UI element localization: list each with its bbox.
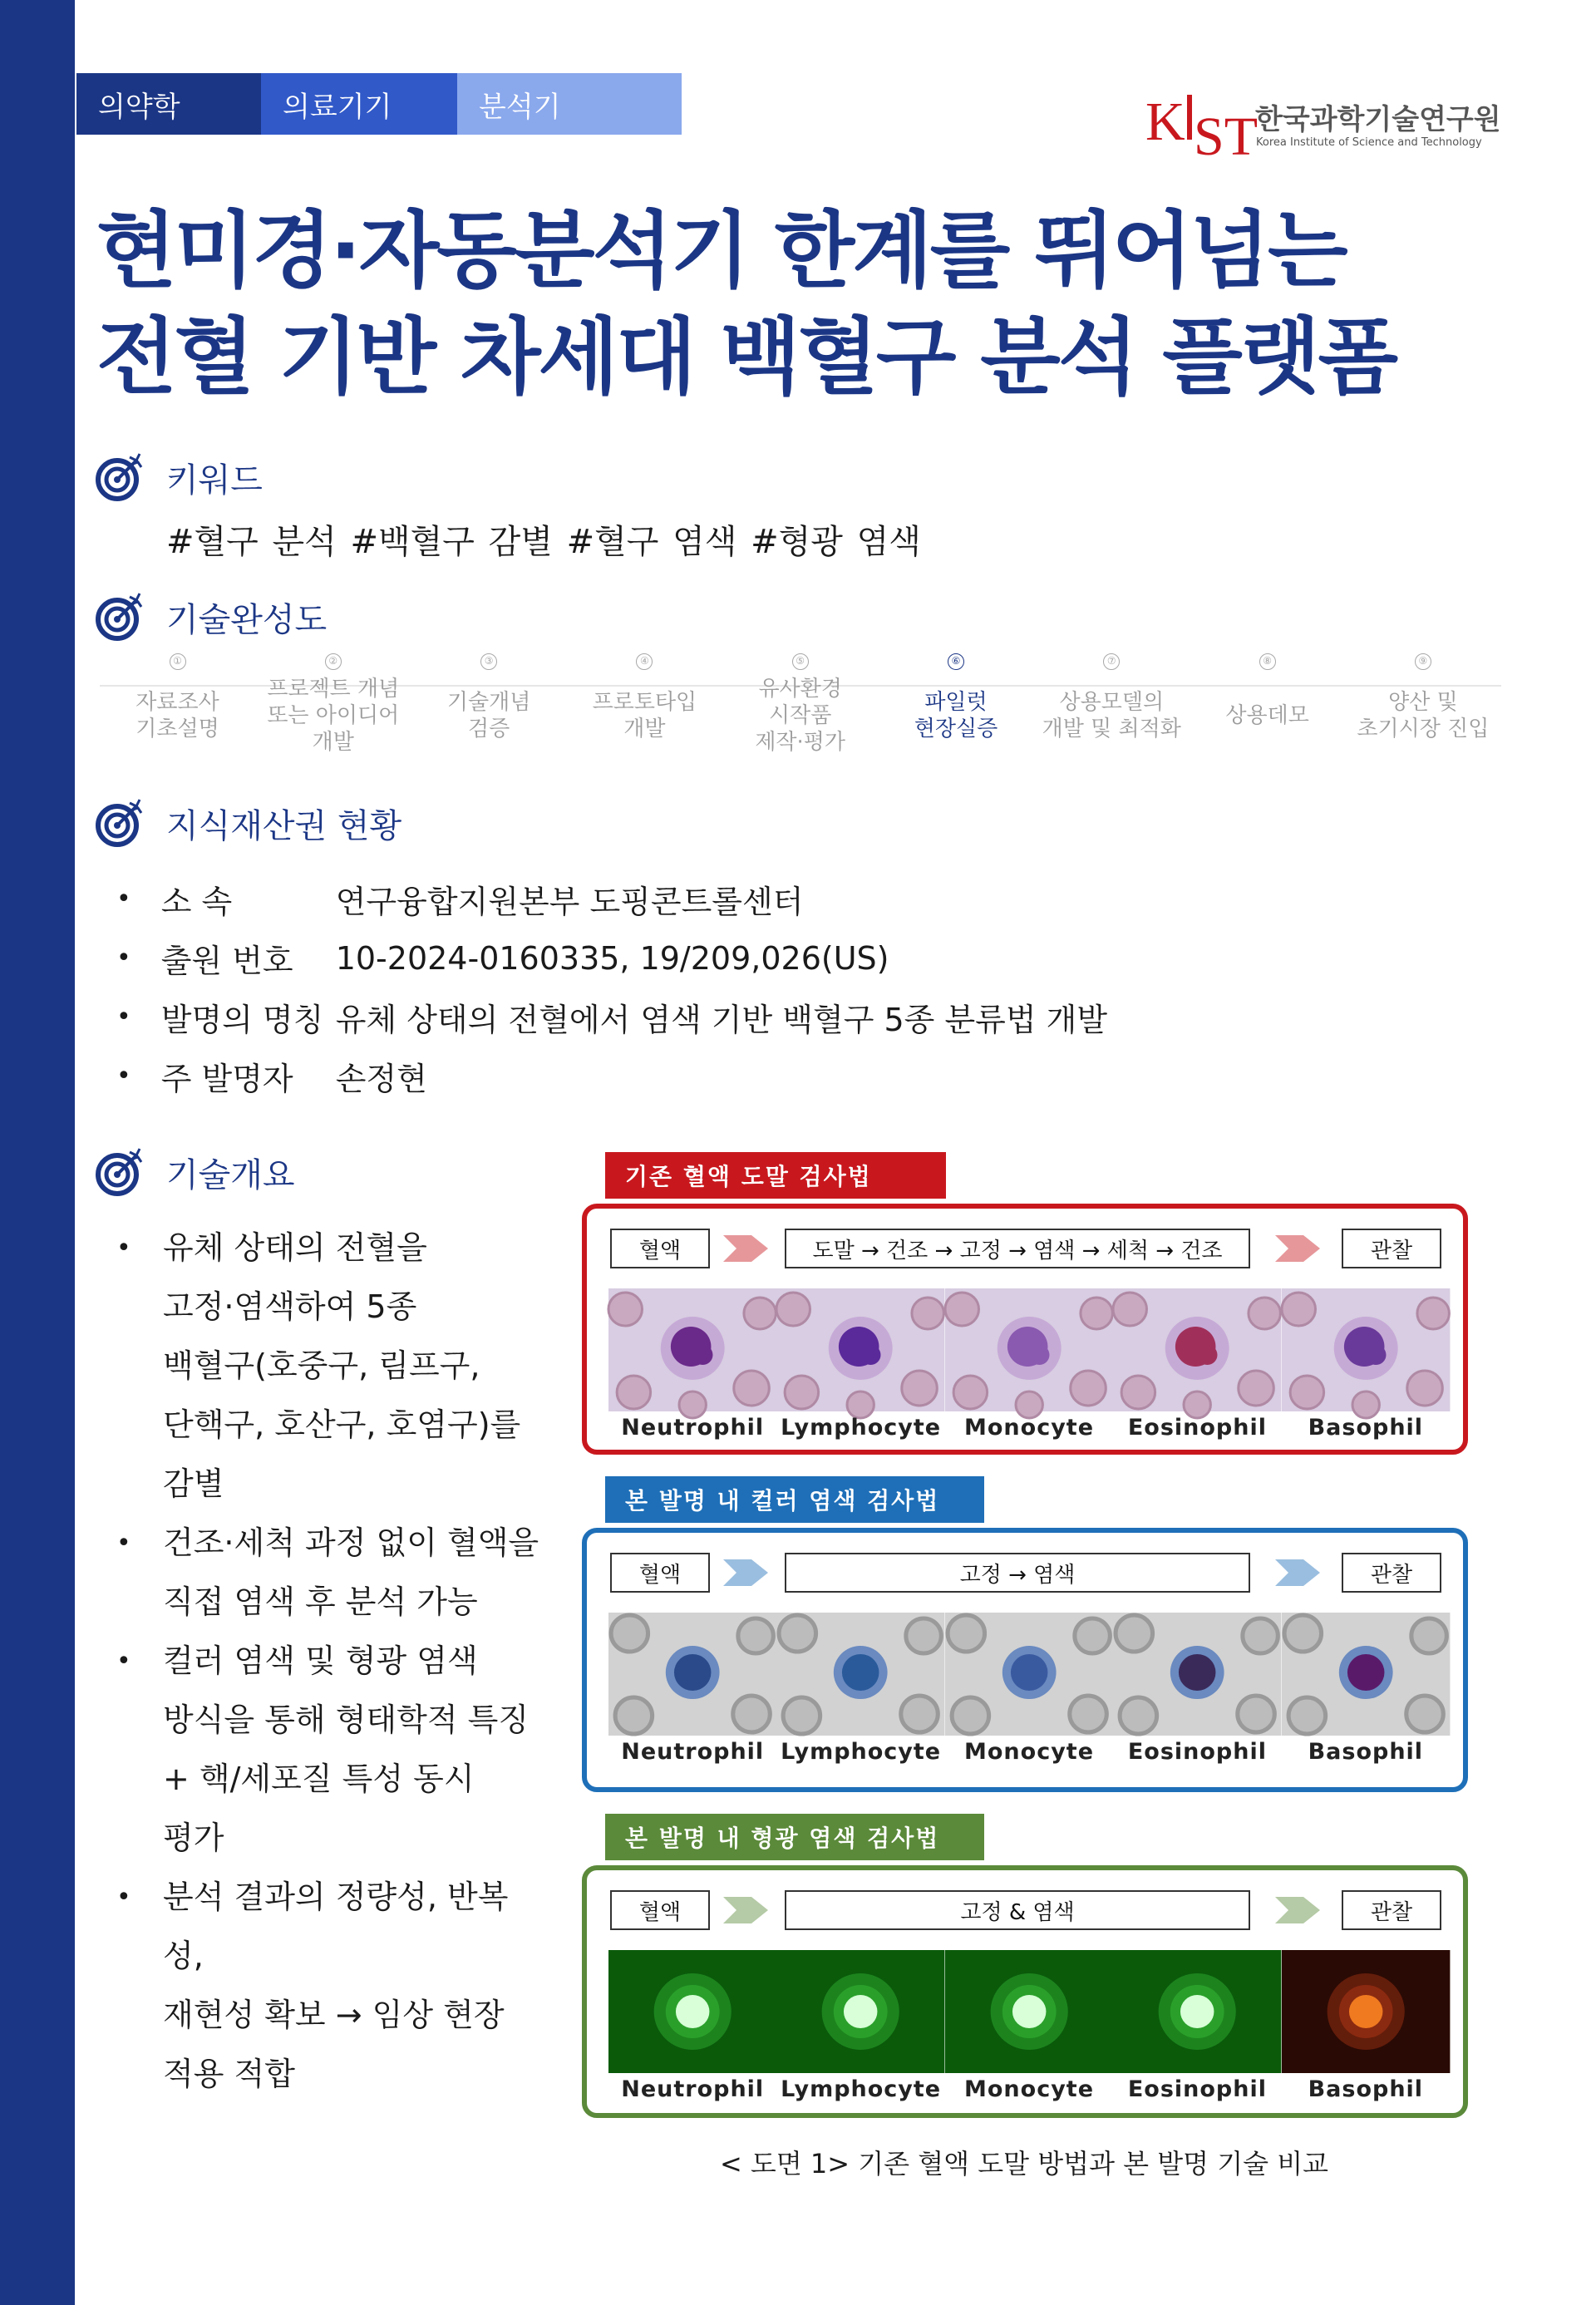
overview-text: 건조·세척 과정 없이 혈액을 직접 염색 후 분석 가능 [163, 1524, 539, 1620]
cell-image [776, 1288, 944, 1411]
cell-label: Monocyte [964, 2076, 1095, 2102]
trl-step-number: ⑤ [792, 653, 809, 670]
logo-subtitle: Korea Institute of Science and Technology [1256, 136, 1482, 149]
section-ip [95, 798, 401, 848]
trl-step-number: ① [170, 653, 186, 670]
overview-text: 분석 결과의 정량성, 반복성, 재현성 확보 → 임상 현장 적용 적합 [163, 1879, 509, 2092]
flow-input: 혈액 [610, 1229, 710, 1268]
cell-image [1282, 1288, 1450, 1411]
trl-step-number: ⑥ [948, 653, 964, 670]
panel-tag: 본 발명 내 형광 염색 검사법 [605, 1814, 984, 1860]
bullet: • [116, 943, 131, 973]
ip-key: 출원 번호 [160, 943, 293, 979]
bullet: • [116, 1061, 131, 1091]
panel-tag: 본 발명 내 컬러 염색 검사법 [605, 1476, 984, 1523]
ip-row [116, 988, 1107, 1047]
flow-process: 고정 & 염색 [785, 1890, 1250, 1930]
cell-image [945, 1613, 1113, 1736]
title-line-2: 전혈 기반 차세대 백혈구 분석 플랫폼 [96, 308, 1396, 406]
panel-box [582, 1865, 1468, 2118]
target-icon [95, 798, 145, 848]
arrow-icon [723, 1556, 771, 1589]
flow-process: 도말 → 건조 → 고정 → 염색 → 세척 → 건조 [785, 1229, 1250, 1268]
cell-label: Eosinophil [1127, 1415, 1267, 1441]
logo-name: 한국과학기술연구원 [1255, 103, 1501, 136]
trl-step [879, 653, 1034, 761]
process-flow [610, 1553, 1441, 1594]
cell-image [1282, 1950, 1450, 2073]
logo-mark-st: ST [1194, 106, 1259, 167]
kist-logo-mark [1145, 81, 1259, 167]
tab-medical-devices[interactable]: 의료기기 [261, 73, 457, 135]
cell-label: Eosinophil [1127, 1739, 1267, 1765]
arrow-icon [723, 1232, 771, 1265]
trl-step-label: 프로토타입 개발 [592, 690, 697, 741]
cell-image [608, 1288, 776, 1411]
panel-tag: 기존 혈액 도말 검사법 [605, 1152, 946, 1199]
bullet: • [116, 1883, 131, 1912]
overview-item [116, 1868, 549, 2104]
target-icon [95, 1147, 145, 1197]
cell-label: Basophil [1308, 1415, 1424, 1441]
cell-label: Basophil [1308, 2076, 1424, 2102]
keyword-list: #혈구 분석 #백혈구 감별 #혈구 염색 #형광 염색 [166, 523, 921, 561]
flow-output: 관찰 [1342, 1890, 1441, 1930]
trl-step-label: 유사환경 시작품 제작·평가 [755, 677, 846, 755]
tab-analyzers[interactable]: 분석기 [457, 73, 682, 135]
ip-list [116, 869, 1107, 1106]
trl-step [722, 653, 878, 761]
trl-step-label: 프로젝트 개념 또는 아이디어 개발 [267, 677, 400, 755]
cell-label: Eosinophil [1127, 2076, 1267, 2102]
trl-step-number: ⑧ [1259, 653, 1276, 670]
overview-list [116, 1219, 549, 2104]
cell-images [608, 1288, 1450, 1411]
trl-step [100, 653, 255, 761]
section-overview [95, 1147, 295, 1197]
cell-labels [608, 1739, 1450, 1765]
trl-step-number: ③ [480, 653, 497, 670]
figure-caption: < 도면 1> 기존 혈액 도말 방법과 본 발명 기술 비교 [719, 2148, 1329, 2179]
cell-image [776, 1950, 944, 2073]
cell-image [1113, 1950, 1281, 2073]
trl-step [1345, 653, 1500, 761]
cell-label: Monocyte [964, 1415, 1095, 1441]
section-overview-title: 기술개요 [166, 1155, 295, 1194]
cell-image [1113, 1288, 1281, 1411]
overview-item [116, 1632, 549, 1868]
ip-value: 연구융합지원본부 도핑콘트롤센터 [335, 884, 804, 920]
overview-text: 컬러 염색 및 형광 염색 방식을 통해 형태학적 특징 + 핵/세포질 특성 동시 평가 [163, 1643, 530, 1856]
trl-step [411, 653, 567, 761]
flow-input: 혈액 [610, 1890, 710, 1930]
trl-step-label: 기술개념 검증 [446, 690, 531, 741]
ip-key: 소 속 [160, 884, 233, 920]
ip-row [116, 928, 1107, 988]
process-flow [610, 1890, 1441, 1932]
trl-step-label: 양산 및 초기시장 진입 [1357, 690, 1490, 741]
title-line-1: 현미경·자동분석기 한계를 뛰어넘는 [96, 202, 1346, 299]
overview-text: 유체 상태의 전혈을 고정·염색하여 5종 백혈구(호중구, 림프구, 단핵구, 호산구, 호염구)를 감별 [163, 1229, 521, 1502]
bullet: • [116, 1529, 131, 1558]
cell-image [945, 1288, 1113, 1411]
target-icon [95, 592, 145, 642]
trl-step-number: ② [325, 653, 342, 670]
trl-step-label: 자료조사 기초설명 [135, 690, 219, 741]
panel-box [582, 1204, 1468, 1455]
overview-item [116, 1219, 549, 1514]
cell-image [1282, 1613, 1450, 1736]
bullet: • [116, 1647, 131, 1676]
bullet: • [116, 1002, 131, 1032]
cell-images [608, 1613, 1450, 1736]
section-trl [95, 592, 327, 642]
tab-pharmaceutics[interactable]: 의약학 [76, 73, 261, 135]
trl-step-number: ⑨ [1415, 653, 1431, 670]
cell-labels [608, 2076, 1450, 2102]
section-ip-title: 지식재산권 현황 [166, 806, 402, 845]
process-flow [610, 1229, 1441, 1270]
cell-images [608, 1950, 1450, 2073]
left-accent-bar [0, 0, 75, 2305]
trl-step-number: ⑦ [1103, 653, 1120, 670]
ip-value: 손정현 [335, 1061, 427, 1097]
trl-step [255, 653, 411, 761]
arrow-icon [1275, 1556, 1323, 1589]
trl-step [567, 653, 722, 761]
trl-step [1190, 653, 1345, 761]
cell-label: Neutrophil [621, 1415, 765, 1441]
trl-step-label: 파일럿 현장실증 [914, 690, 998, 741]
cell-image [1113, 1613, 1281, 1736]
page-title [96, 198, 1396, 411]
trl-step-number: ④ [636, 653, 653, 670]
cell-label: Lymphocyte [781, 1739, 942, 1765]
section-trl-title: 기술완성도 [166, 600, 328, 639]
cell-label: Lymphocyte [781, 2076, 942, 2102]
flow-input: 혈액 [610, 1553, 710, 1593]
target-icon [95, 452, 145, 502]
ip-key: 주 발명자 [160, 1061, 293, 1097]
flow-output: 관찰 [1342, 1553, 1441, 1593]
trl-step-label: 상용모델의 개발 및 최적화 [1042, 690, 1181, 741]
cell-image [608, 1950, 776, 2073]
trl-step [1034, 653, 1190, 761]
cell-image [776, 1613, 944, 1736]
overview-item [116, 1514, 549, 1632]
arrow-icon [1275, 1894, 1323, 1927]
cell-image [945, 1950, 1113, 2073]
cell-label: Monocyte [964, 1739, 1095, 1765]
logo-mark-k: K [1145, 91, 1185, 152]
ip-value: 유체 상태의 전혈에서 염색 기반 백혈구 5종 분류법 개발 [335, 1002, 1108, 1038]
trl-step-label: 상용데모 [1225, 703, 1309, 728]
ip-value: 10-2024-0160335, 19/209,026(US) [335, 939, 889, 977]
section-keywords-title: 키워드 [166, 461, 263, 500]
cell-label: Neutrophil [621, 2076, 765, 2102]
cell-label: Neutrophil [621, 1739, 765, 1765]
panel-box [582, 1528, 1468, 1792]
kist-logo [1145, 81, 1501, 167]
bullet: • [116, 884, 131, 914]
flow-output: 관찰 [1342, 1229, 1441, 1268]
arrow-icon [723, 1894, 771, 1927]
ip-row [116, 1047, 1107, 1106]
trl-scale [100, 653, 1501, 770]
cell-image [608, 1613, 776, 1736]
bullet: • [116, 1234, 131, 1263]
section-keywords [95, 452, 263, 502]
cell-label: Lymphocyte [781, 1415, 942, 1441]
ip-key: 발명의 명칭 [160, 1002, 324, 1038]
flow-process: 고정 → 염색 [785, 1553, 1250, 1593]
arrow-icon [1275, 1232, 1323, 1265]
cell-label: Basophil [1308, 1739, 1424, 1765]
cell-labels [608, 1415, 1450, 1441]
ip-row [116, 869, 1107, 928]
category-tabs [76, 73, 682, 135]
